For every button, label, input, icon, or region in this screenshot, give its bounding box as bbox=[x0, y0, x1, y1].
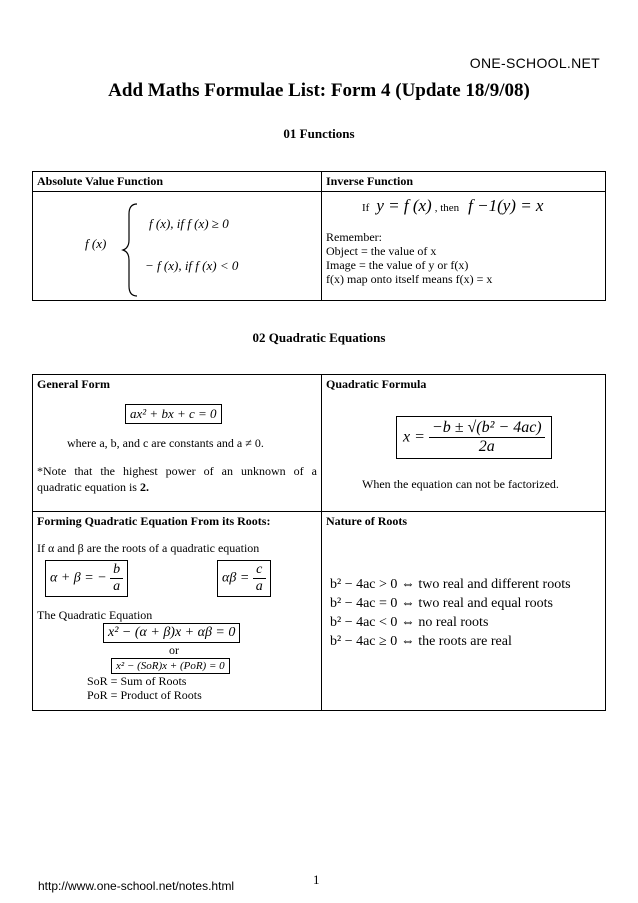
product-lhs: αβ = bbox=[222, 570, 250, 586]
quadratic-formula-cell bbox=[322, 375, 606, 512]
sum-of-roots-formula bbox=[45, 560, 128, 597]
section-title-quadratic: 02 Quadratic Equations bbox=[252, 330, 386, 345]
por-definition: PoR = Product of Roots bbox=[87, 688, 202, 702]
absolute-lhs: f (x) bbox=[85, 236, 107, 251]
quadratic-formula-denominator: 2a bbox=[478, 438, 495, 455]
document-title: Add Maths Formulae List: Form 4 (Update 18/9/08) bbox=[108, 80, 530, 101]
general-form-note bbox=[37, 463, 317, 495]
left-brace-icon bbox=[121, 202, 141, 298]
or-word: or bbox=[169, 643, 179, 657]
sum-fraction bbox=[110, 562, 123, 595]
inverse-function-cell bbox=[322, 192, 606, 301]
product-denominator: a bbox=[255, 579, 263, 594]
footer-url[interactable]: http://www.one-school.net/notes.html bbox=[38, 879, 235, 893]
product-of-roots-formula bbox=[217, 560, 271, 597]
absolute-case-negative: − f (x), if f (x) < 0 bbox=[145, 258, 239, 273]
quadratic-formula-numerator: −b ± √(b² − 4ac) bbox=[429, 419, 545, 438]
general-form-note-text: *Note that the highest power of an unknown of a quadratic equation is bbox=[37, 464, 317, 494]
site-brand: ONE-SCHOOL.NET bbox=[469, 55, 600, 71]
inverse-function-heading: Inverse Function bbox=[322, 172, 606, 192]
nature-of-roots-heading: Nature of Roots bbox=[326, 514, 408, 528]
absolute-function-cell bbox=[33, 192, 322, 301]
page-number: 1 bbox=[313, 872, 320, 887]
nature-row: b² − 4ac > 0 ⇔ two real and different roots bbox=[330, 577, 571, 592]
inverse-eq-y: y = f (x) bbox=[376, 196, 432, 215]
quadratic-formula-fraction bbox=[429, 419, 545, 456]
quadratic-formula-box bbox=[396, 416, 552, 459]
inverse-if-word: If bbox=[362, 202, 370, 214]
product-numerator: c bbox=[253, 562, 266, 579]
absolute-case-positive: f (x), if f (x) ≥ 0 bbox=[149, 216, 229, 231]
inverse-eq-finv: f −1(y) = x bbox=[468, 196, 544, 215]
functions-table bbox=[32, 171, 606, 301]
inverse-map-line: f(x) map onto itself means f(x) = x bbox=[326, 272, 493, 286]
forming-equation-heading: Forming Quadratic Equation From its Roots: bbox=[37, 514, 271, 528]
forming-intro: If α and β are the roots of a quadratic equation bbox=[37, 541, 260, 555]
section-title-functions: 01 Functions bbox=[283, 126, 355, 141]
roots-equation-alpha-beta: x² − (α + β)x + αβ = 0 bbox=[103, 623, 240, 643]
sum-lhs: α + β = − bbox=[50, 570, 107, 586]
inverse-object-line: Object = the value of x bbox=[326, 244, 437, 258]
forming-equation-cell bbox=[33, 512, 322, 711]
sum-numerator: b bbox=[110, 562, 123, 579]
quadratic-equation-label: The Quadratic Equation bbox=[37, 608, 153, 622]
nature-of-roots-cell bbox=[322, 512, 606, 711]
inverse-image-line: Image = the value of y or f(x) bbox=[326, 258, 469, 272]
inverse-remember: Remember: bbox=[326, 230, 382, 244]
absolute-function-heading: Absolute Value Function bbox=[33, 172, 322, 192]
general-form-heading: General Form bbox=[37, 377, 110, 391]
nature-row: b² − 4ac = 0 ⇔ two real and equal roots bbox=[330, 596, 553, 611]
nature-row: b² − 4ac < 0 ⇔ no real roots bbox=[330, 615, 489, 630]
sum-denominator: a bbox=[113, 579, 121, 594]
sor-definition: SoR = Sum of Roots bbox=[87, 674, 187, 688]
general-form-where: where a, b, and c are constants and a ≠ 0. bbox=[67, 436, 264, 450]
general-form-cell bbox=[33, 375, 322, 512]
roots-equation-sor-por: x² − (SoR)x + (PoR) = 0 bbox=[111, 658, 230, 674]
product-fraction bbox=[253, 562, 266, 595]
nature-row: b² − 4ac ≥ 0 ⇔ the roots are real bbox=[330, 634, 512, 649]
quadratic-formula-lhs: x = bbox=[403, 428, 425, 446]
quadratic-formula-note: When the equation can not be factorized. bbox=[362, 477, 559, 491]
quadratic-formula-heading: Quadratic Formula bbox=[326, 377, 427, 391]
quadratic-table bbox=[32, 374, 606, 711]
general-form-formula: ax² + bx + c = 0 bbox=[125, 404, 222, 424]
general-form-note-value: 2. bbox=[139, 480, 149, 494]
inverse-then-word: , then bbox=[434, 202, 460, 214]
